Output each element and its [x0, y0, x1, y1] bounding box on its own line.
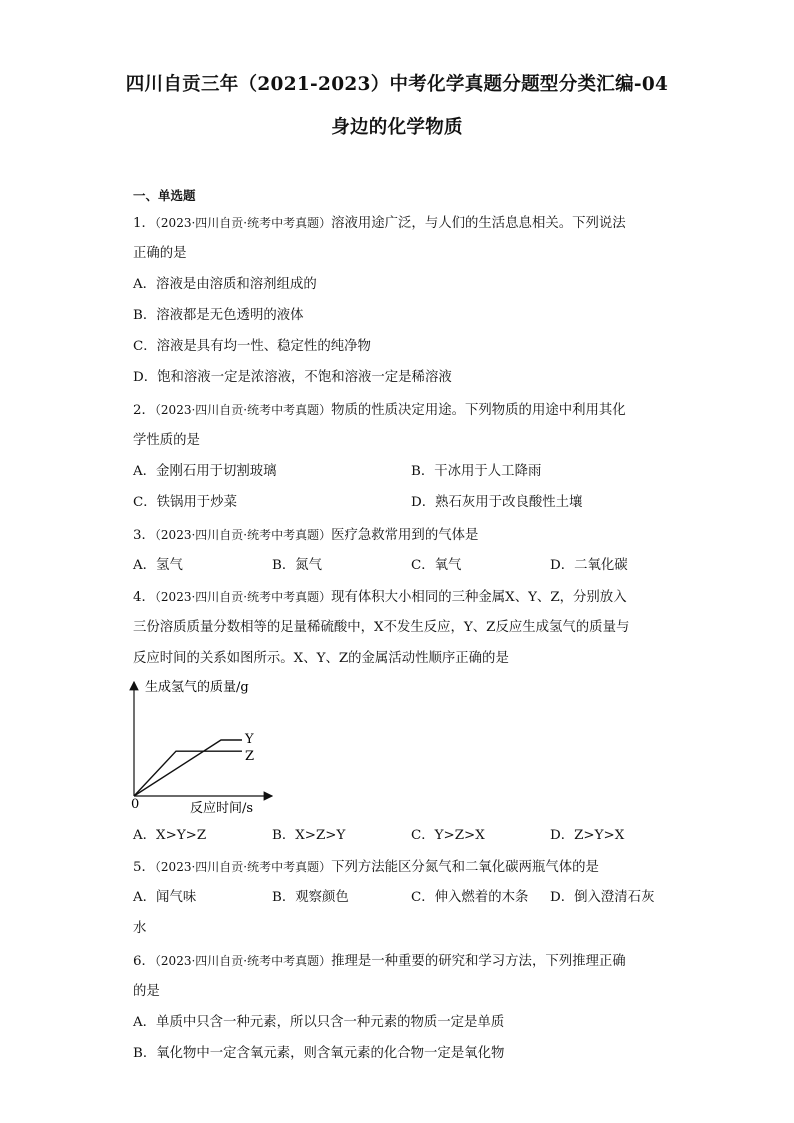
question-4-stem-cont2: 反应时间的关系如图所示。X、Y、Z的金属活动性顺序正确的是 — [133, 651, 509, 666]
question-1-option-a[interactable]: A．溶液是由溶质和溶剂组成的 — [133, 277, 317, 292]
document-title-line1: 四川自贡三年（2021-2023）中考化学真题分题型分类汇编-04 — [125, 74, 669, 95]
question-5-option-c[interactable]: C．伸入燃着的木条 — [411, 890, 529, 905]
y-axis-label: 生成氢气的质量/g — [145, 680, 249, 695]
question-number: 2． — [133, 403, 155, 418]
question-3-option-c[interactable]: C．氧气 — [411, 558, 462, 573]
question-text: 医疗急救常用到的气体是 — [331, 528, 479, 543]
series-z-label: Z — [245, 749, 255, 764]
document-title-line2: 身边的化学物质 — [331, 117, 463, 138]
question-text: 溶液用途广泛，与人们的生活息息相关。下列说法 — [331, 216, 626, 231]
x-axis-label: 反应时间/s — [190, 801, 254, 816]
question-2-stem-cont: 学性质的是 — [133, 433, 200, 448]
question-5-option-a[interactable]: A．闻气味 — [133, 890, 197, 905]
series-z-line — [134, 751, 242, 796]
question-3-option-a[interactable]: A．氢气 — [133, 558, 183, 573]
section-heading: 一、单选题 — [133, 188, 196, 203]
question-4-option-c[interactable]: C．Y>Z>X — [411, 828, 485, 843]
question-2-option-a[interactable]: A．金刚石用于切割玻璃 — [133, 464, 277, 479]
question-3-option-b[interactable]: B．氮气 — [272, 558, 323, 573]
question-6-stem-cont: 的是 — [133, 984, 160, 999]
question-3-stem — [133, 525, 478, 546]
question-text: 现有体积大小相同的三种金属X、Y、Z，分别放入 — [331, 590, 627, 605]
question-5-option-b[interactable]: B．观察颜色 — [272, 890, 349, 905]
question-number: 6． — [133, 954, 155, 969]
question-5-option-d-wrap: 水 — [133, 921, 147, 936]
question-1-option-c[interactable]: C．溶液是具有均一性、稳定性的纯净物 — [133, 339, 371, 354]
question-4-stem-cont: 三份溶质质量分数相等的足量稀硫酸中，X不发生反应，Y、Z反应生成氢气的质量与 — [133, 620, 630, 635]
question-6-option-b[interactable]: B．氧化物中一定含氧元素，则含氧元素的化合物一定是氧化物 — [133, 1046, 505, 1061]
question-source: （2023·四川自贡·统考中考真题） — [154, 954, 332, 968]
origin-label: 0 — [131, 797, 140, 812]
question-5-stem — [133, 857, 599, 878]
question-4-option-d[interactable]: D．Z>Y>X — [550, 828, 625, 843]
question-text: 物质的性质决定用途。下列物质的用途中利用其化 — [331, 403, 626, 418]
question-text: 推理是一种重要的研究和学习方法，下列推理正确 — [331, 954, 626, 969]
hydrogen-mass-graph — [126, 676, 276, 820]
question-source: （2023·四川自贡·统考中考真题） — [154, 528, 332, 542]
question-3-option-d[interactable]: D．二氧化碳 — [550, 558, 628, 573]
question-4-option-b[interactable]: B．X>Z>Y — [272, 828, 346, 843]
question-4-option-a[interactable]: A．X>Y>Z — [133, 828, 207, 843]
question-2-option-d[interactable]: D．熟石灰用于改良酸性土壤 — [411, 495, 583, 510]
question-2-option-c[interactable]: C．铁锅用于炒菜 — [133, 495, 237, 510]
series-y-label: Y — [245, 732, 254, 747]
question-text: 下列方法能区分氮气和二氧化碳两瓶气体的是 — [331, 860, 599, 875]
question-source: （2023·四川自贡·统考中考真题） — [154, 590, 332, 604]
question-2-option-b[interactable]: B．干冰用于人工降雨 — [411, 464, 542, 479]
question-5-option-d[interactable]: D．倒入澄清石灰 — [550, 890, 655, 905]
question-number: 1． — [133, 216, 155, 231]
question-6-stem — [133, 951, 626, 972]
series-y-line — [134, 740, 242, 796]
question-number: 4． — [133, 590, 155, 605]
question-4-stem — [133, 587, 627, 608]
question-2-stem — [133, 400, 626, 421]
question-number: 5． — [133, 860, 155, 875]
question-1-stem — [133, 213, 626, 234]
question-1-option-d[interactable]: D．饱和溶液一定是浓溶液，不饱和溶液一定是稀溶液 — [133, 370, 452, 385]
question-number: 3． — [133, 528, 155, 543]
question-1-stem-cont: 正确的是 — [133, 246, 187, 261]
question-source: （2023·四川自贡·统考中考真题） — [154, 860, 332, 874]
question-source: （2023·四川自贡·统考中考真题） — [154, 216, 332, 230]
question-6-option-a[interactable]: A．单质中只含一种元素，所以只含一种元素的物质一定是单质 — [133, 1015, 505, 1030]
question-1-option-b[interactable]: B．溶液都是无色透明的液体 — [133, 308, 304, 323]
question-source: （2023·四川自贡·统考中考真题） — [154, 403, 332, 417]
